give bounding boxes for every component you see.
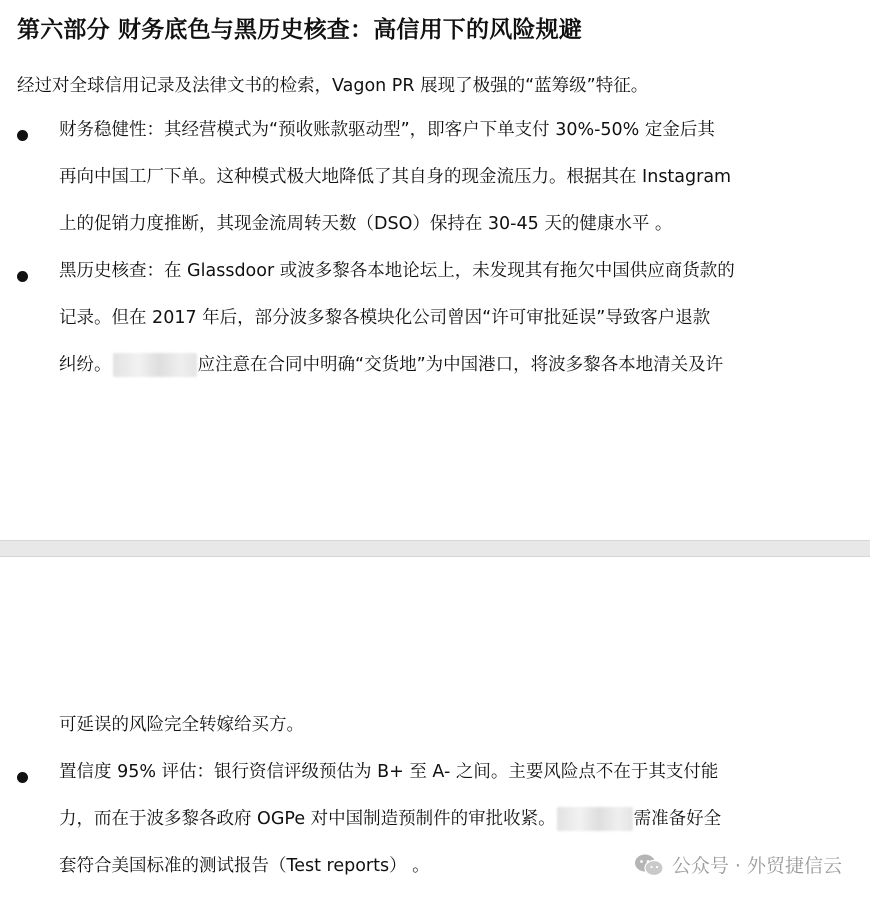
intro-paragraph: 经过对全球信用记录及法律文书的检索，Vagon PR 展现了极强的“蓝筹级”特征。 xyxy=(17,76,649,96)
paragraph-fragment: 纠纷。 xyxy=(59,355,112,375)
paragraph-line xyxy=(59,805,849,833)
paragraph-fragment: 应注意在合同中明确“交货地”为中国港口，将波多黎各本地清关及许 xyxy=(197,355,724,375)
watermark-text: 公众号 · 外贸捷信云 xyxy=(671,855,842,877)
document-page-2 xyxy=(0,557,870,897)
wechat-icon xyxy=(634,853,664,877)
bullet-icon xyxy=(17,130,28,141)
paragraph-fragment: 需准备好全 xyxy=(633,809,722,829)
page-separator xyxy=(0,540,870,557)
redaction-blur xyxy=(113,353,197,377)
paragraph-line xyxy=(59,351,849,379)
paragraph-continuation: 可延误的风险完全转嫁给买方。 xyxy=(59,715,304,735)
bullet-icon xyxy=(17,271,28,282)
bullet-icon xyxy=(17,772,28,783)
paragraph-line: 再向中国工厂下单。这种模式极大地降低了其自身的现金流压力。根据其在 Instagram xyxy=(59,167,732,187)
paragraph-fragment: 力，而在于波多黎各政府 OGPe 对中国制造预制件的审批收紧。 xyxy=(59,809,556,829)
redaction-blur xyxy=(557,807,633,831)
paragraph-line: 财务稳健性：其经营模式为“预收账款驱动型”，即客户下单支付 30%-50% 定金后其 xyxy=(59,120,715,140)
watermark xyxy=(634,851,842,878)
paragraph-line: 记录。但在 2017 年后，部分波多黎各模块化公司曾因“许可审批延误”导致客户退款 xyxy=(59,308,711,328)
paragraph-line: 上的促销力度推断，其现金流周转天数（DSO）保持在 30-45 天的健康水平 。 xyxy=(59,214,673,234)
paragraph-line: 置信度 95% 评估：银行资信评级预估为 B+ 至 A- 之间。主要风险点不在于其支付能 xyxy=(59,762,719,782)
section-heading: 第六部分 财务底色与黑历史核查：高信用下的风险规避 xyxy=(17,17,583,43)
paragraph-line: 黑历史核查：在 Glassdoor 或波多黎各本地论坛上，未发现其有拖欠中国供应商货款的 xyxy=(59,261,735,281)
paragraph-line: 套符合美国标准的测试报告（Test reports） 。 xyxy=(59,856,430,876)
